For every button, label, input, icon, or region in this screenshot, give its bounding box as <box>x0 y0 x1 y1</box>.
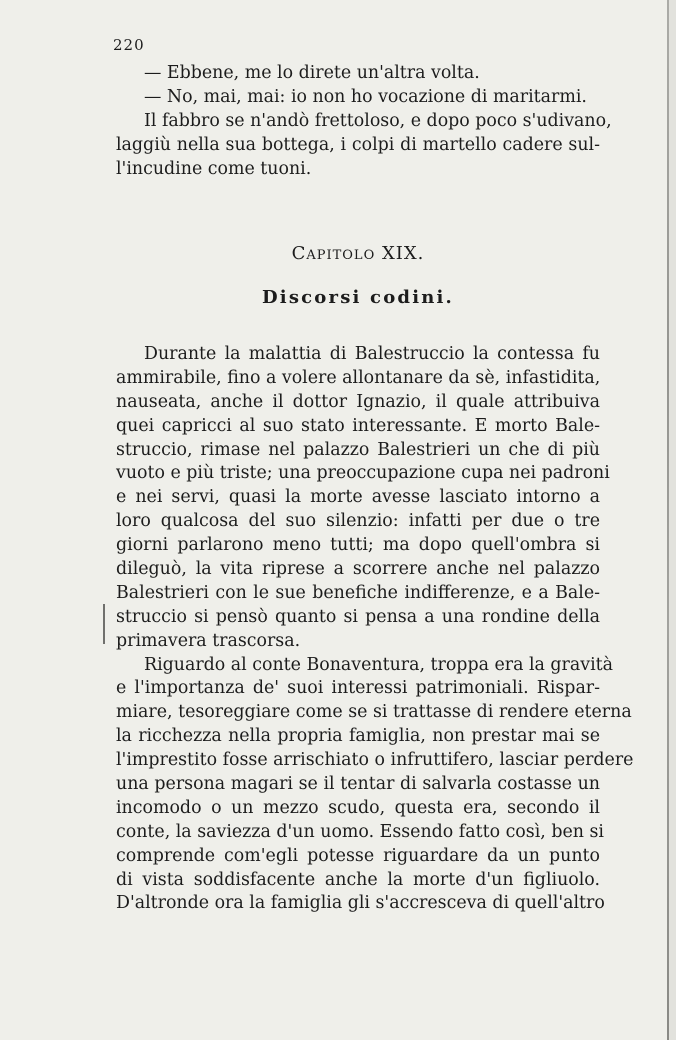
opening-paragraphs <box>116 62 612 181</box>
text-line: e nei servi, quasi la morte avesse lasciato intorno a <box>116 487 600 508</box>
page-edge-shadow <box>669 0 676 1040</box>
text-line: di vista soddisfacente anche la morte d'un figliuolo. <box>116 869 600 890</box>
text-line: quei capricci al suo stato interessante. E morto Bale- <box>116 415 600 436</box>
text-line: Il fabbro se n'andò frettoloso, e dopo poco s'udivano, <box>144 110 612 131</box>
text-line: l'incudine come tuoni. <box>116 158 312 179</box>
text-line: una persona magari se il tentar di salvarla costasse un <box>116 774 600 795</box>
text-line: nauseata, anche il dottor Ignazio, il quale attribuiva <box>116 391 600 412</box>
text-line: conte, la saviezza d'un uomo. Essendo fatto così, ben si <box>116 821 604 842</box>
text-line: primavera trascorsa. <box>116 630 301 651</box>
text-line: l'imprestito fosse arrischiato o infruttifero, lasciar perdere <box>116 750 634 771</box>
text-line: giorni parlarono meno tutti; ma dopo quell'ombra si <box>116 535 600 556</box>
text-line: e l'importanza de' suoi interessi patrimoniali. Rispar- <box>116 678 600 699</box>
text-line: struccio, rimase nel palazzo Balestrieri un che di più <box>116 439 600 460</box>
margin-mark <box>103 604 105 644</box>
text-line: vuoto e più triste; una preoccupazione cupa nei padroni <box>116 463 610 484</box>
text-line: Balestrieri con le sue benefiche indifferenze, e a Bale- <box>116 582 600 603</box>
text-line: Durante la malattia di Balestruccio la contessa fu <box>144 344 600 364</box>
text-line: Riguardo al conte Bonaventura, troppa era la gravità <box>144 654 613 675</box>
chapter-label-text: Capitolo XIX. <box>291 243 425 264</box>
text-line: loro qualcosa del suo silenzio: infatti per due o tre <box>116 511 600 532</box>
text-line: laggiù nella sua bottega, i colpi di martello cadere sul- <box>116 134 600 155</box>
text-line: dileguò, la vita riprese a scorrere anche nel palazzo <box>116 559 600 580</box>
text-line: incomodo o un mezzo scudo, questa era, secondo il <box>116 797 600 818</box>
text-line: — No, mai, mai: io non ho vocazione di maritarmi. <box>144 86 587 107</box>
text-line: D'altronde ora la famiglia gli s'accresceva di quell'altro <box>116 893 605 914</box>
chapter-title: Discorsi codini. <box>261 287 455 308</box>
chapter-body <box>116 343 634 916</box>
page-edge-line <box>667 0 669 1040</box>
page-number: 220 <box>113 36 145 54</box>
text-line: — Ebbene, me lo direte un'altra volta. <box>144 63 480 83</box>
text-line: comprende com'egli potesse riguardare da un punto <box>116 845 600 866</box>
text-line: struccio si pensò quanto si pensa a una rondine della <box>116 606 600 627</box>
text-line: la ricchezza nella propria famiglia, non prestar mai se <box>116 726 600 747</box>
text-line: miare, tesoreggiare come se si trattasse di rendere eterna <box>116 702 632 723</box>
text-line: ammirabile, fino a volere allontanare da sè, infastidita, <box>116 367 601 388</box>
chapter-label <box>116 243 600 264</box>
